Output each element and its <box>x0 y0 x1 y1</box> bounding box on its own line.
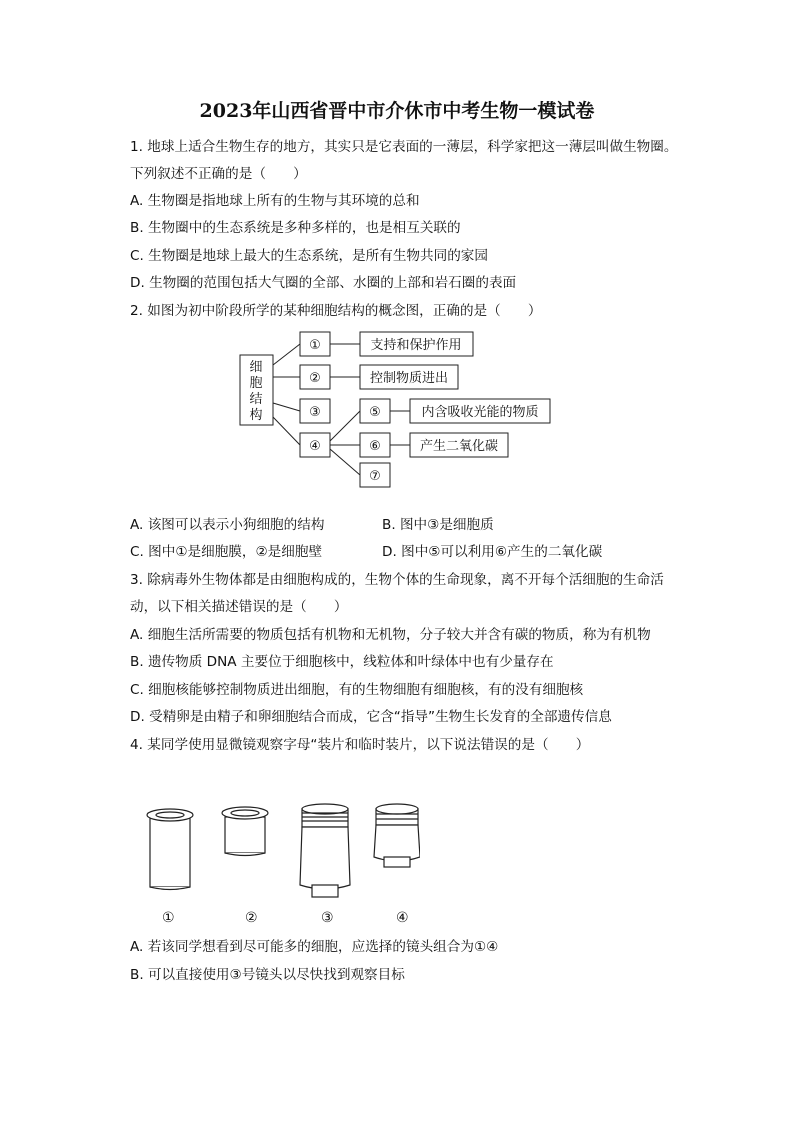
lens-2-label: ② <box>245 910 258 926</box>
lens-2 <box>222 807 268 856</box>
q1-stem-line2: 下列叙述不正确的是（ ） <box>130 166 307 182</box>
microscope-lenses-figure <box>130 795 420 905</box>
root-char-3: 结 <box>249 392 263 407</box>
page-title: 2023年山西省晋中市介休市中考生物一模试卷 <box>199 100 595 122</box>
node-5-label: ⑤ <box>369 405 381 420</box>
q1-option-a: A. 生物圈是指地球上所有的生物与其环境的总和 <box>130 193 420 209</box>
lens-3 <box>300 804 350 897</box>
desc-2-label: 控制物质进出 <box>369 371 449 386</box>
q3-stem-line1: 3. 除病毒外生物体都是由细胞构成的，生物个体的生命现象，离不开每个活细胞的生命活 <box>130 572 664 588</box>
q2-option-b: B. 图中③是细胞质 <box>382 517 494 533</box>
lens-1 <box>147 809 193 890</box>
q3-option-a: A. 细胞生活所需要的物质包括有机物和无机物，分子较大并含有碳的物质，称为有机物 <box>130 627 651 643</box>
lens-3-label: ③ <box>321 910 334 926</box>
q1-option-d: D. 生物圈的范围包括大气圈的全部、水圈的上部和岩石圈的表面 <box>130 275 517 291</box>
node-7-label: ⑦ <box>369 469 381 484</box>
q2-option-c: C. 图中①是细胞膜，②是细胞壁 <box>130 544 323 560</box>
q3-option-c: C. 细胞核能够控制物质进出细胞，有的生物细胞有细胞核，有的没有细胞核 <box>130 682 584 698</box>
desc-5-label: 内含吸收光能的物质 <box>421 405 539 420</box>
root-char-1: 细 <box>249 360 263 375</box>
node-2-label: ② <box>309 371 321 386</box>
q2-option-a: A. 该图可以表示小狗细胞的结构 <box>130 517 325 533</box>
root-char-2: 胞 <box>249 376 263 391</box>
node-1-label: ① <box>309 338 321 353</box>
q2-stem: 2. 如图为初中阶段所学的某种细胞结构的概念图，正确的是（ ） <box>130 303 542 319</box>
q3-option-b: B. 遗传物质 DNA 主要位于细胞核中，线粒体和叶绿体中也有少量存在 <box>130 654 554 670</box>
node-6-label: ⑥ <box>369 439 381 454</box>
q2-option-d: D. 图中⑤可以利用⑥产生的二氧化碳 <box>382 544 603 560</box>
lens-4 <box>374 804 420 867</box>
q1-option-c: C. 生物圈是地球上最大的生态系统，是所有生物共同的家园 <box>130 248 488 264</box>
q4-option-b: B. 可以直接使用③号镜头以尽快找到观察目标 <box>130 967 405 983</box>
q4-option-a: A. 若该同学想看到尽可能多的细胞，应选择的镜头组合为①④ <box>130 939 499 955</box>
q1-stem-line1: 1. 地球上适合生物生存的地方，其实只是它表面的一薄层，科学家把这一薄层叫做生物圈。 <box>130 139 678 155</box>
cell-structure-concept-map <box>230 325 560 495</box>
node-3-label: ③ <box>309 405 321 420</box>
q3-stem-line2: 动，以下相关描述错误的是（ ） <box>130 599 348 615</box>
q1-option-b: B. 生物圈中的生态系统是多种多样的，也是相互关联的 <box>130 220 461 236</box>
root-char-4: 构 <box>249 408 263 423</box>
lens-1-label: ① <box>162 910 175 926</box>
node-4-label: ④ <box>309 439 321 454</box>
q4-stem: 4. 某同学使用显微镜观察字母“装片和临时装片，以下说法错误的是（ ） <box>130 737 590 753</box>
lens-4-label: ④ <box>396 910 409 926</box>
desc-1-label: 支持和保护作用 <box>370 338 462 353</box>
desc-6-label: 产生二氧化碳 <box>419 439 499 454</box>
q3-option-d: D. 受精卵是由精子和卵细胞结合而成，它含“指导”生物生长发育的全部遗传信息 <box>130 709 612 725</box>
